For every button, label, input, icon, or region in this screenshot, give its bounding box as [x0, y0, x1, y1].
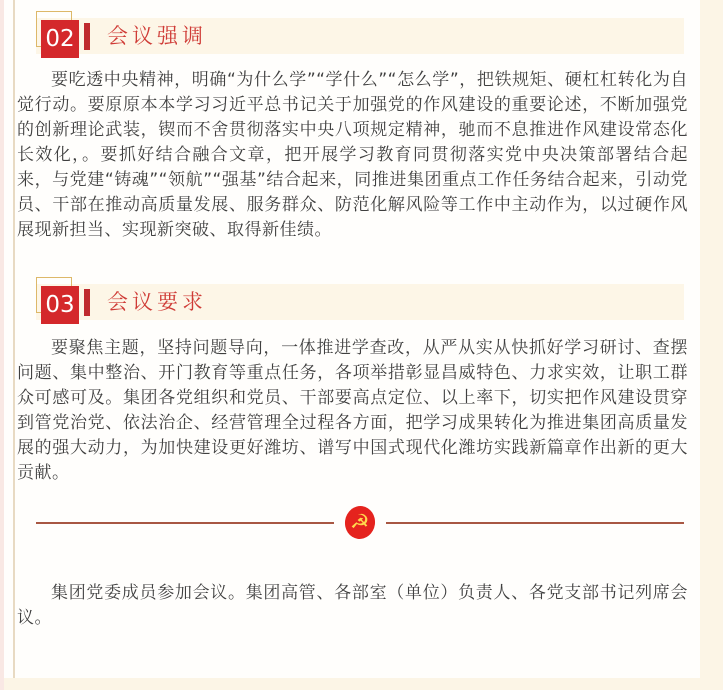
title-accent-bar [84, 23, 90, 50]
section-number: 03 [45, 291, 75, 318]
section-title: 会议要求 [107, 290, 207, 314]
party-emblem-icon: ☭ [343, 504, 377, 541]
section-number-badge [41, 20, 79, 58]
bottom-edge-strip [4, 678, 723, 690]
divider-line-left [36, 522, 334, 524]
section-header-02 [36, 18, 684, 54]
title-accent-bar [84, 289, 90, 316]
closing-paragraph: 集团党委成员参加会议。集团高管、各部室（单位）负责人、各党支部书记列席会议。 [17, 583, 688, 628]
divider-line-right [386, 522, 684, 524]
section-title: 会议强调 [107, 24, 207, 48]
section-header-03 [36, 284, 684, 320]
section-02-paragraph: 要吃透中央精神，明确“为什么学”“学什么”“怎么学”，把铁规矩、硬杠杠转化为自觉行动。要原原本本学习习近平总书记关于加强党的作风建设的重要论述，不断加强党的创新理论武装，锲而不舍贯彻落实中央八项规定精神，驰而不息推进作风建设常态化长效化，。要抓好结合融合文章，把开展学习教育同贯彻落实党中央决策部署结合起来，与党建“铸魂”“领航”“强基”结合起来，同推进集团重点工作任务结合起来，引动党员、干部在推动高质量发展、服务群众、防范化解风险等工作中主动作为，以过硬作风展现新担当、实现新突破、取得新佳绩。 [17, 70, 688, 240]
left-edge-strip [0, 0, 4, 690]
right-edge-strip [700, 0, 723, 690]
section-number-badge [41, 286, 79, 324]
section-number: 02 [45, 25, 75, 52]
section-03-paragraph: 要聚焦主题，坚持问题导向，一体推进学查改，从严从实从快抓好学习研讨、查摆问题、集中整治、开门教育等重点任务，各项举措彰显昌威特色、力求实效，让职工群众可感可及。集团各党组织和党员、干部要高点定位、以上率下，切实把作风建设贯穿到管党治党、依法治企、经营管理全过程各方面，把学习成果转化为推进集团高质量发展的强大动力，为加快建设更好潍坊、谱写中国式现代化潍坊实践新篇章作出新的更大贡献。 [17, 338, 688, 483]
section-divider [36, 505, 684, 540]
card-left-border [13, 0, 15, 678]
